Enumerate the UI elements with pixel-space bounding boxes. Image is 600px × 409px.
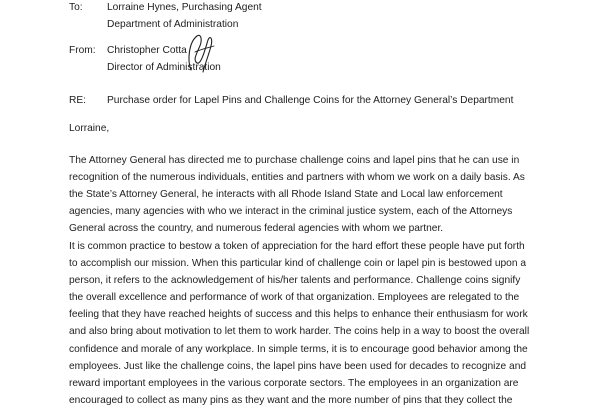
paragraph-1-line: the State’s Attorney General, he interacts with all Rhode Island State and Local law enforcement	[69, 189, 503, 201]
paragraph-1-line: The Attorney General has directed me to purchase challenge coins and lapel pins that he can use in	[69, 155, 520, 166]
paragraph-2-line: to accomplish our mission. When this particular kind of challenge coin or lapel pin is bestowed upon a	[69, 258, 526, 270]
paragraph-2-line: It is common practice to bestow a token of appreciation for the hard effort these people have put forth	[69, 241, 525, 252]
paragraph-2-line: the overall excellence and performance of work of that organization. Employees are relegated to the	[69, 292, 520, 304]
to-name: Lorraine Hynes, Purchasing Agent	[107, 2, 262, 13]
paragraph-1-line: recognition of the numerous individuals, entities and partners with whom we work on a daily basis. As	[69, 172, 525, 184]
from-label: From:	[69, 45, 96, 56]
paragraph-1-line: General across the country, and numerous federal agencies with whom we partner.	[69, 223, 444, 235]
paragraph-2-line: confidence and morale of any workplace. In simple terms, it is to encourage good behavior among the	[69, 343, 528, 355]
paragraph-2-line: and also bring about motivation to let them to work harder. The coins help in a way to boost the overall	[69, 326, 530, 338]
from-title: Director of Administration	[107, 62, 221, 73]
paragraph-2	[69, 238, 584, 409]
to-label: To:	[69, 2, 83, 13]
handwritten-initials-signature	[183, 30, 217, 76]
from-name: Christopher Cotta	[107, 45, 187, 56]
to-department: Department of Administration	[107, 19, 239, 30]
paragraph-2-line: encouraged to collect as many pins as they want and the more number of pins that they collect the	[69, 394, 513, 406]
paragraph-1-line: agencies, many agencies with who we interact in the criminal justice system, each of the Attorneys	[69, 206, 513, 218]
paragraph-2-line: reward important employees in the various corporate sectors. The employees in an organization are	[69, 377, 519, 389]
salutation: Lorraine,	[69, 123, 110, 134]
paragraph-2-line: feeling that they have reached heights of success and this helps to enhance their enthusiasm for work	[69, 309, 528, 321]
paragraph-2-line: employees. Just like the challenge coins, the lapel pins have been used for decades to recognize and	[69, 360, 527, 372]
paragraph-1	[69, 152, 584, 237]
re-subject: Purchase order for Lapel Pins and Challenge Coins for the Attorney General’s Department	[107, 95, 514, 106]
re-label: RE:	[69, 95, 86, 106]
paragraph-2-line: person, it refers to the acknowledgement of his/her talents and performance. Challenge coins signify	[69, 275, 521, 287]
